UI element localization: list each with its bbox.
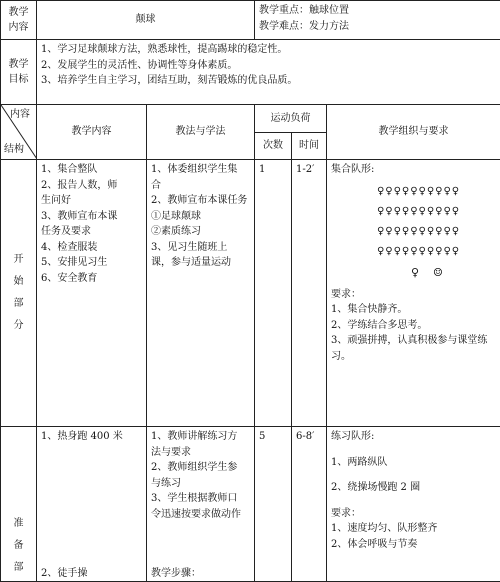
requirement-item: 2、体会呼吸与节奏 bbox=[331, 537, 496, 553]
content-header bbox=[37, 105, 147, 160]
section-content-cell bbox=[37, 427, 147, 582]
times-cell bbox=[255, 427, 292, 582]
method-line: 2、教师宣布本课任务 bbox=[151, 193, 250, 209]
method-line: 合 bbox=[151, 178, 250, 194]
content-header-label: 教学内容 bbox=[72, 126, 112, 137]
method-line: 教学步骤： bbox=[151, 566, 201, 582]
formation-row: ♀♀♀♀♀♀♀♀♀♀ bbox=[377, 182, 496, 202]
org-item: 1、两路纵队 bbox=[331, 455, 496, 471]
req-title: 要求： bbox=[331, 287, 496, 303]
objective-item: 3、培养学生自主学习，团结互助，刻苦锻炼的优良品质。 bbox=[41, 73, 496, 89]
method-line: 3、学生根据教师口 bbox=[151, 491, 250, 507]
times-value: 5 bbox=[259, 431, 265, 442]
key-points-cell bbox=[255, 1, 500, 40]
duration-header bbox=[292, 132, 327, 160]
duration-value: 1-2′ bbox=[296, 164, 314, 175]
duration-header-label: 时间 bbox=[299, 140, 319, 151]
header-row bbox=[1, 1, 500, 40]
org-title: 练习队形: bbox=[331, 429, 496, 445]
objectives-cell bbox=[37, 40, 500, 105]
method-line: 1、体委组织学生集 bbox=[151, 162, 250, 178]
section-content-cell bbox=[37, 160, 147, 427]
times-cell bbox=[255, 160, 292, 427]
section-name-cell bbox=[1, 427, 37, 582]
diag-bottom-label: 结构 bbox=[4, 142, 24, 158]
content-line: 1、集合整队 bbox=[41, 162, 142, 178]
key-point: 教学重点：触球位置 bbox=[259, 3, 496, 19]
content-line: 1、热身跑 400 米 bbox=[41, 429, 142, 445]
objectives-row bbox=[1, 40, 500, 105]
org-title: 集合队形: bbox=[331, 162, 496, 178]
organization-cell bbox=[327, 427, 500, 582]
method-line: 课，参与适量运动 bbox=[151, 255, 250, 271]
method-line: 2、教师组织学生参 bbox=[151, 460, 250, 476]
content-value: 颠球 bbox=[136, 14, 156, 25]
section-row-prep bbox=[1, 427, 500, 582]
teacher-figures: ♀ ☺ bbox=[411, 264, 496, 281]
formation-diagram bbox=[377, 182, 496, 262]
column-header-row bbox=[1, 105, 500, 133]
diagonal-header-cell bbox=[1, 105, 37, 160]
load-header-label: 运动负荷 bbox=[271, 113, 311, 124]
content-line: 6、安全教育 bbox=[41, 271, 142, 287]
requirement-item: 1、速度均匀、队形整齐 bbox=[331, 521, 496, 537]
req-title: 要求： bbox=[331, 506, 496, 522]
content-label-cell bbox=[1, 1, 37, 40]
organization-header bbox=[327, 105, 500, 160]
method-line: 令迅速按要求做动作 bbox=[151, 507, 250, 523]
method-line: 法与要求 bbox=[151, 445, 250, 461]
method-line: 3、见习生随班上 bbox=[151, 240, 250, 256]
content-line: 生问好 bbox=[41, 193, 142, 209]
content-label: 教学内容 bbox=[9, 7, 29, 34]
difficulty: 教学难点：发力方法 bbox=[259, 19, 496, 35]
content-line: 3、教师宣布本课 bbox=[41, 209, 142, 225]
times-header-label: 次数 bbox=[263, 140, 283, 151]
method-header bbox=[147, 105, 255, 160]
duration-value: 6-8′ bbox=[296, 431, 314, 442]
duration-cell bbox=[292, 427, 327, 582]
method-line: ①足球颠球 bbox=[151, 209, 250, 225]
organization-cell bbox=[327, 160, 500, 427]
method-line: 与练习 bbox=[151, 476, 250, 492]
method-line: ②素质练习 bbox=[151, 224, 250, 240]
load-header bbox=[255, 105, 327, 133]
duration-cell bbox=[292, 160, 327, 427]
section-method-cell bbox=[147, 427, 255, 582]
requirement-item: 2、学练结合多思考。 bbox=[331, 318, 496, 334]
times-header bbox=[255, 132, 292, 160]
section-row-start bbox=[1, 160, 500, 427]
objectives-label-cell bbox=[1, 40, 37, 105]
section-name: 开始部分 bbox=[13, 249, 25, 337]
objective-item: 1、学习足球颠球方法，熟悉球性，提高踢球的稳定性。 bbox=[41, 42, 496, 58]
content-line: 2、报告人数，师 bbox=[41, 178, 142, 194]
section-name: 准备部 bbox=[13, 513, 25, 579]
method-header-label: 教法与学法 bbox=[176, 126, 226, 137]
formation-row: ♀♀♀♀♀♀♀♀♀♀ bbox=[377, 202, 496, 222]
requirement-item: 3、顽强拼搏，认真积极参与课堂练习。 bbox=[331, 333, 496, 364]
content-line: 2、徒手操 bbox=[41, 566, 87, 582]
formation-row: ♀♀♀♀♀♀♀♀♀♀ bbox=[377, 222, 496, 242]
content-line: 4、检查服装 bbox=[41, 240, 142, 256]
content-value-cell bbox=[37, 1, 255, 40]
formation-row: ♀♀♀♀♀♀♀♀♀♀ bbox=[377, 242, 496, 262]
org-item: 2、绕操场慢跑 2 圈 bbox=[331, 480, 496, 496]
section-method-cell bbox=[147, 160, 255, 427]
objectives-label: 教学目标 bbox=[9, 59, 29, 86]
content-line: 5、安排见习生 bbox=[41, 255, 142, 271]
content-line: 任务及要求 bbox=[41, 224, 142, 240]
times-value: 1 bbox=[259, 164, 265, 175]
objective-item: 2、发展学生的灵活性、协调性等身体素质。 bbox=[41, 58, 496, 74]
section-name-cell bbox=[1, 160, 37, 427]
diag-top-label: 内容 bbox=[10, 107, 30, 123]
method-line: 1、教师讲解练习方 bbox=[151, 429, 250, 445]
organization-header-label: 教学组织与要求 bbox=[379, 126, 449, 137]
requirement-item: 1、集合快静齐。 bbox=[331, 302, 496, 318]
